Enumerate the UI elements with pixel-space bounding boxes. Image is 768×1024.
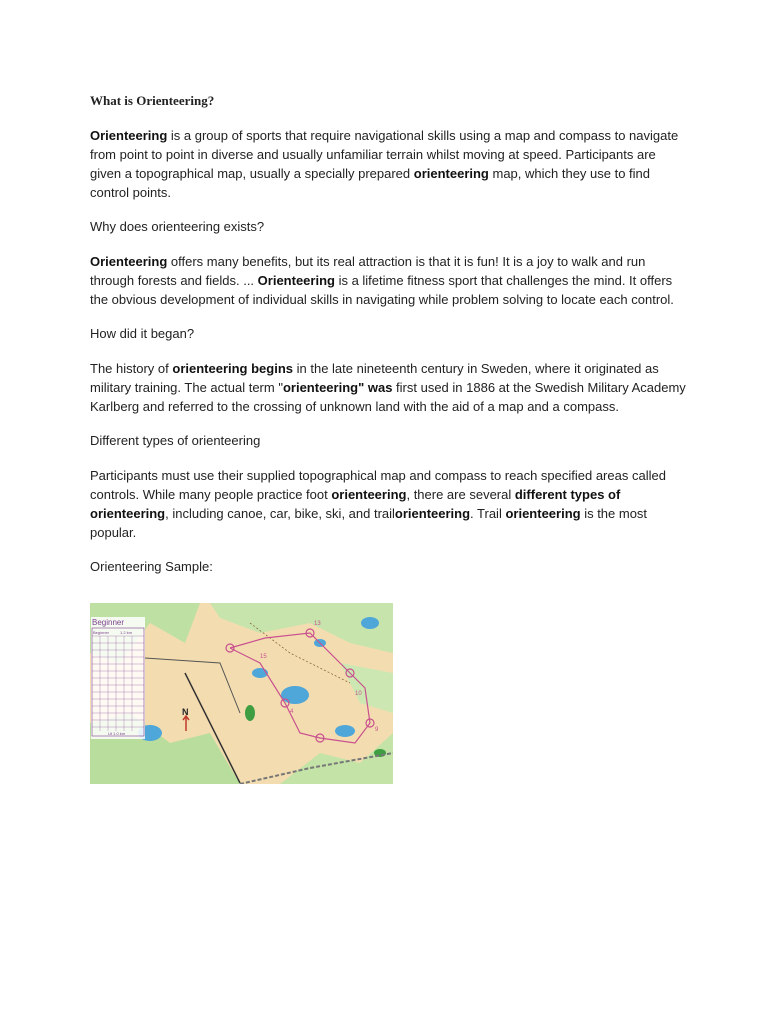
- control-label: 4: [290, 709, 294, 715]
- bold-term: orienteering" was: [282, 380, 393, 395]
- bold-term: orienteering: [331, 487, 407, 502]
- control-label: 15: [260, 654, 267, 660]
- orienteering-map-image: [90, 603, 393, 784]
- paragraph-history: The history of orienteering begins in the late nineteenth century in Sweden, where it originated as military training. The actual term "orienteering" was first used in 1886 at the Swedish Military Academy Karlberg and referred to the crossing of unknown land with the aid of a map and a compass.: [90, 361, 686, 414]
- bold-term: different types of orienteering: [90, 487, 621, 521]
- question-how-began: How did it began?: [90, 326, 195, 341]
- document-body: [90, 93, 690, 592]
- legend-footer: Ut 1.0 km: [108, 731, 126, 736]
- bold-term: orienteering: [413, 166, 489, 181]
- question-why-exists: Why does orienteering exists?: [90, 219, 265, 234]
- north-label: N: [182, 707, 189, 717]
- bold-term: Orienteering: [90, 254, 168, 269]
- bold-term: orienteering: [394, 506, 471, 521]
- control-label: 9: [375, 727, 379, 733]
- control-label: 10: [355, 691, 362, 697]
- control-label: 13: [314, 621, 321, 627]
- legend-title: Beginner: [92, 618, 125, 627]
- document-title: What is Orienteering?: [90, 93, 215, 108]
- paragraph-benefits: Orienteering offers many benefits, but its real attraction is that it is fun! It is a joy to walk and run through forests and fields. ... Orienteering is a lifetime fitness sport that challenges the mind. It offers the obvious development of individual skills in navigating while problem solving to locate each control.: [90, 254, 674, 307]
- bold-term: Orienteering: [257, 273, 335, 288]
- paragraph-definition: Orienteering is a group of sports that require navigational skills using a map and compass to navigate from point to point in diverse and usually unfamiliar terrain whilst moving at speed. Participants are given a topographical map, usually a specially prepared orienteering map, which they use to find control points.: [90, 128, 679, 200]
- paragraph-types: Participants must use their supplied topographical map and compass to reach specified areas called controls. While many people practice foot orienteering, there are several different types of orienteering, including canoe, car, bike, ski, and trailorienteering. Trail orienteering is the most popular.: [90, 468, 666, 540]
- sample-caption: Orienteering Sample:: [90, 559, 213, 574]
- bold-term: orienteering begins: [172, 361, 294, 376]
- legend-header: Beginner: [93, 630, 110, 635]
- legend-header: 1.2 km: [120, 630, 133, 635]
- bold-term: orienteering: [505, 506, 581, 521]
- question-types: Different types of orienteering: [90, 433, 261, 448]
- bold-term: Orienteering: [90, 128, 168, 143]
